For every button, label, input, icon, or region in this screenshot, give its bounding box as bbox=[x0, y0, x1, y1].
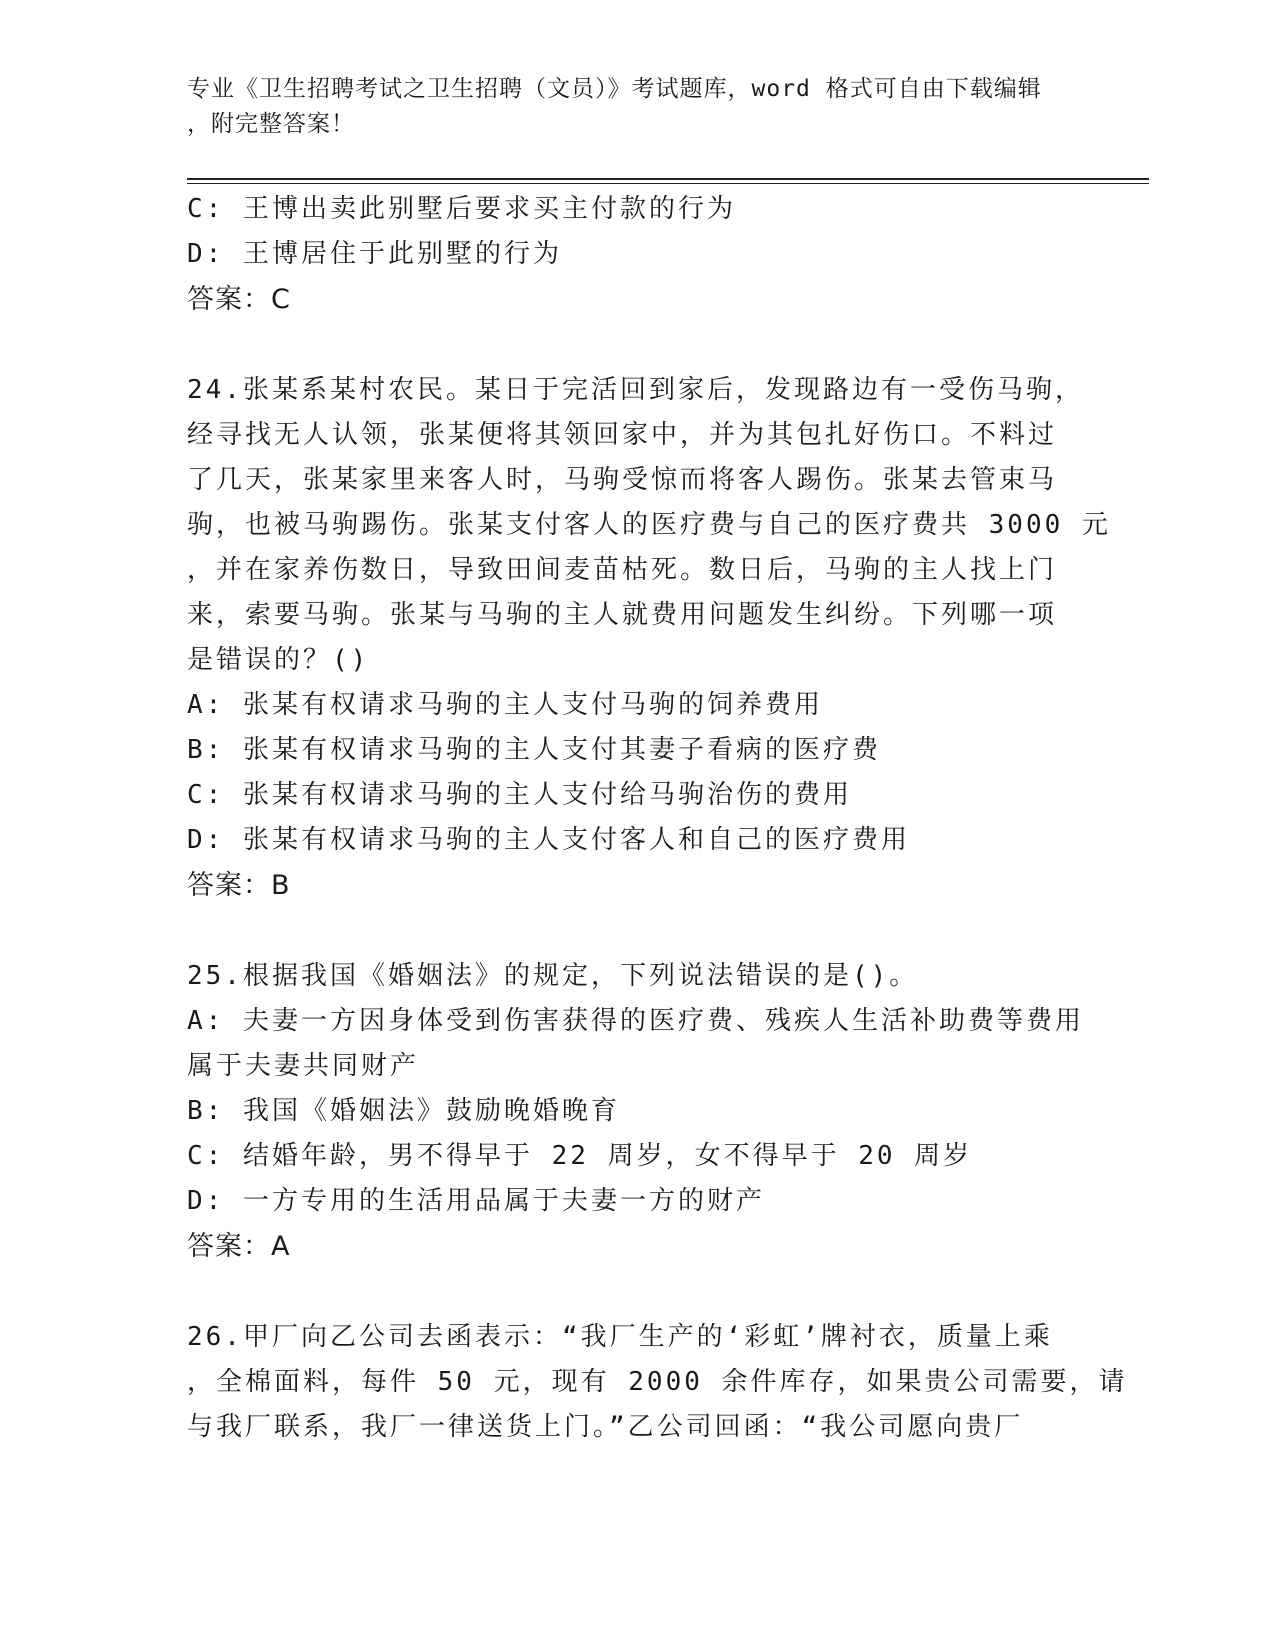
q24-stem-line: 24.张某系某村农民。某日于完活回到家后，发现路边有一受伤马驹， bbox=[187, 375, 1084, 405]
spacer bbox=[187, 908, 1087, 954]
q24-option-a: A: 张某有权请求马驹的主人支付马驹的饲养费用 bbox=[187, 690, 823, 720]
header-line-1: 专业《卫生招聘考试之卫生招聘（文员）》考试题库，word 格式可自由下载编辑 bbox=[187, 76, 1042, 102]
q25-answer: 答案：A bbox=[187, 1231, 291, 1262]
question-24 bbox=[187, 368, 1111, 908]
q24-stem-line: 驹，也被马驹踢伤。张某支付客人的医疗费与自己的医疗费共 3000 元 bbox=[187, 510, 1111, 540]
question-25 bbox=[187, 954, 1087, 1269]
spacer bbox=[187, 322, 1087, 368]
header-divider-thick bbox=[187, 178, 1149, 180]
q23-option-c: C: 王博出卖此别墅后要求买主付款的行为 bbox=[187, 194, 736, 224]
question-26 bbox=[187, 1315, 1128, 1450]
q24-option-d: D: 张某有权请求马驹的主人支付客人和自己的医疗费用 bbox=[187, 825, 910, 855]
q26-stem-line: 26.甲厂向乙公司去函表示：“我厂生产的‘彩虹’牌衬衣，质量上乘 bbox=[187, 1322, 1053, 1352]
header-divider-thin bbox=[187, 183, 1149, 184]
q23-option-d: D: 王博居住于此别墅的行为 bbox=[187, 239, 562, 269]
q25-option-a: A: 夫妻一方因身体受到伤害获得的医疗费、残疾人生活补助费等费用 bbox=[187, 1006, 1084, 1036]
q23-answer: 答案：C bbox=[187, 284, 291, 315]
q25-stem: 25.根据我国《婚姻法》的规定，下列说法错误的是()。 bbox=[187, 961, 919, 991]
q25-option-a-cont: 属于夫妻共同财产 bbox=[187, 1051, 420, 1081]
document-body bbox=[187, 187, 1128, 1450]
header-line-2: ，附完整答案！ bbox=[187, 111, 355, 137]
q24-stem-line: ，并在家养伤数日，导致田间麦苗枯死。数日后，马驹的主人找上门 bbox=[187, 555, 1058, 585]
q25-option-d: D: 一方专用的生活用品属于夫妻一方的财产 bbox=[187, 1186, 765, 1216]
q25-option-b: B: 我国《婚姻法》鼓励晚婚晚育 bbox=[187, 1096, 620, 1126]
q26-stem-line: 与我厂联系，我厂一律送货上门。”乙公司回函：“我公司愿向贵厂 bbox=[187, 1412, 1024, 1442]
document-header bbox=[187, 72, 1087, 142]
q24-stem-line: 来，索要马驹。张某与马驹的主人就费用问题发生纠纷。下列哪一项 bbox=[187, 600, 1058, 630]
q24-stem-line: 经寻找无人认领，张某便将其领回家中，并为其包扎好伤口。不料过 bbox=[187, 420, 1058, 450]
q24-option-c: C: 张某有权请求马驹的主人支付给马驹治伤的费用 bbox=[187, 780, 852, 810]
q26-stem-line: ，全棉面料，每件 50 元，现有 2000 余件库存，如果贵公司需要，请 bbox=[187, 1367, 1128, 1397]
q24-answer: 答案：B bbox=[187, 870, 291, 901]
spacer bbox=[187, 1269, 1087, 1315]
q24-stem-line: 了几天，张某家里来客人时，马驹受惊而将客人踢伤。张某去管束马 bbox=[187, 465, 1058, 495]
q25-option-c: C: 结婚年龄，男不得早于 22 周岁，女不得早于 20 周岁 bbox=[187, 1141, 973, 1171]
q24-option-b: B: 张某有权请求马驹的主人支付其妻子看病的医疗费 bbox=[187, 735, 881, 765]
q24-stem-line: 是错误的？() bbox=[187, 645, 370, 675]
question-23 bbox=[187, 187, 1087, 322]
